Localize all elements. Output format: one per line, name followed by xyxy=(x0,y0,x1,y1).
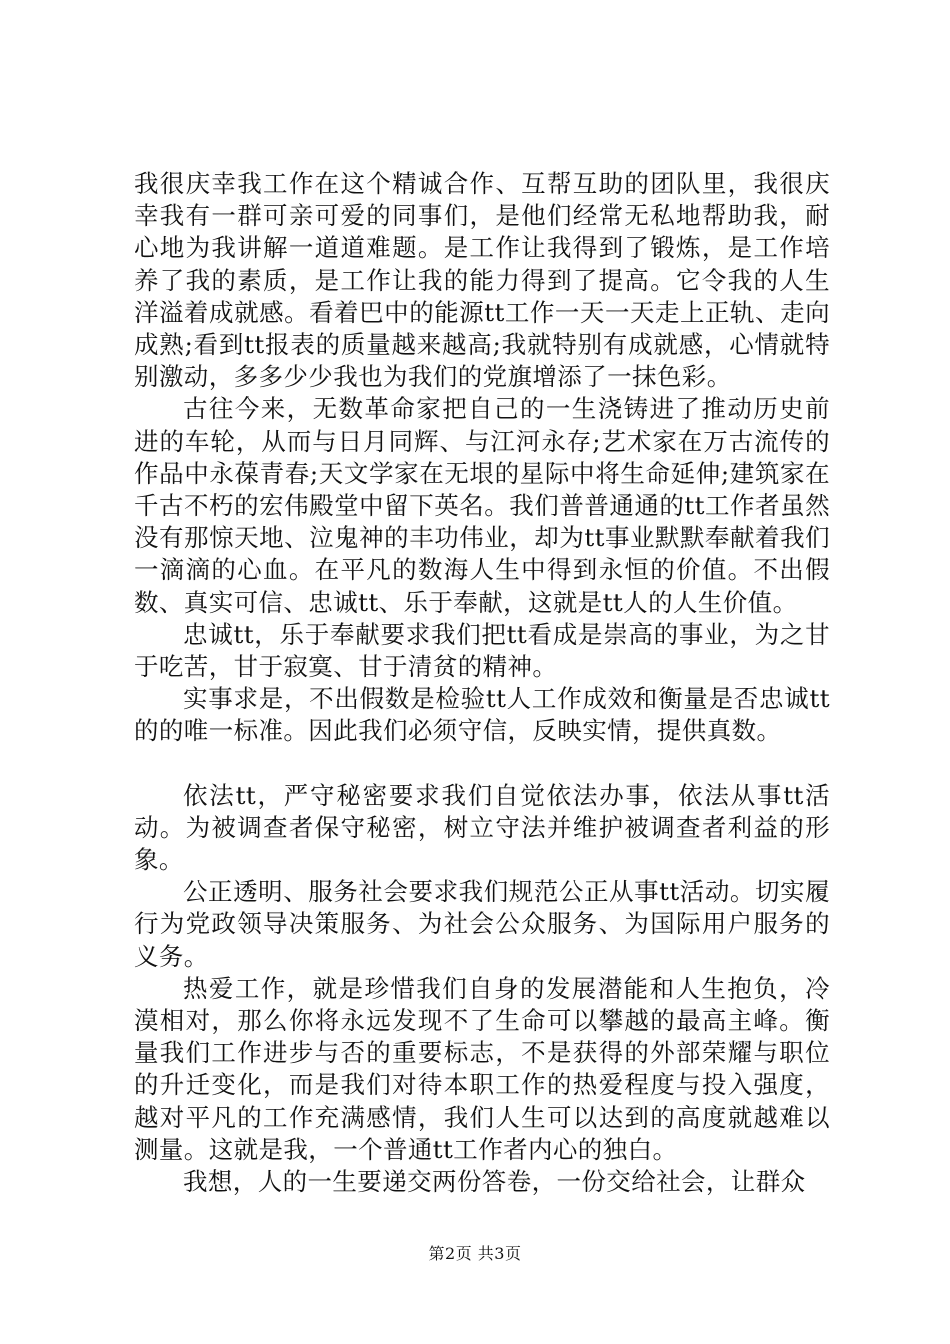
paragraph-6: 公正透明、服务社会要求我们规范公正从事tt活动。切实履行为党政领导决策服务、为社会公众服务、为国际用户服务的义务。 xyxy=(134,877,830,971)
paragraph-7: 热爱工作，就是珍惜我们自身的发展潜能和人生抱负，冷漠相对，那么你将永远发现不了生命可以攀越的最高主峰。衡量我们工作进步与否的重要标志，不是获得的外部荣耀与职位的升迁变化，而是我们对待本职工作的热爱程度与投入强度，越对平凡的工作充满感情，我们人生可以达到的高度就越难以测量。这就是我，一个普通tt工作者内心的独白。 xyxy=(134,973,830,1164)
paragraph-3: 忠诚tt，乐于奉献要求我们把tt看成是崇高的事业，为之甘于吃苦，甘于寂寞、甘于清贫的精神。 xyxy=(134,619,830,682)
document-body xyxy=(134,168,830,1198)
paragraph-4: 实事求是，不出假数是检验tt人工作成效和衡量是否忠诚tt的的唯一标准。因此我们必须守信，反映实情，提供真数。 xyxy=(134,684,830,746)
page-number-footer: 第2页 共3页 xyxy=(428,1244,522,1263)
paragraph-2: 古往今来，无数革命家把自己的一生浇铸进了推动历史前进的车轮，从而与日月同辉、与江河永存;艺术家在万古流传的作品中永葆青春;天文学家在无垠的星际中将生命延伸;建筑家在千古不朽的宏伟殿堂中留下英名。我们普普通通的tt工作者虽然没有那惊天地、泣鬼神的丰功伟业，却为tt事业默默奉献着我们一滴滴的心血。在平凡的数海人生中得到永恒的价值。不出假数、真实可信、忠诚tt、乐于奉献，这就是tt人的人生价值。 xyxy=(134,394,830,617)
paragraph-gap xyxy=(134,748,830,780)
paragraph-5: 依法tt，严守秘密要求我们自觉依法办事，依法从事tt活动。为被调查者保守秘密，树立守法并维护被调查者利益的形象。 xyxy=(134,780,830,875)
paragraph-8: 我想，人的一生要递交两份答卷，一份交给社会，让群众 xyxy=(183,1167,806,1197)
paragraph-1: 我很庆幸我工作在这个精诚合作、互帮互助的团队里，我很庆幸我有一群可亲可爱的同事们，是他们经常无私地帮助我，耐心地为我讲解一道道难题。是工作让我得到了锻炼，是工作培养了我的素质，是工作让我的能力得到了提高。它令我的人生洋溢着成就感。看着巴中的能源tt工作一天一天走上正轨、走向成熟;看到tt报表的质量越来越高;我就特别有成就感，心情就特别激动，多多少少我也为我们的党旗增添了一抹色彩。 xyxy=(134,169,830,392)
